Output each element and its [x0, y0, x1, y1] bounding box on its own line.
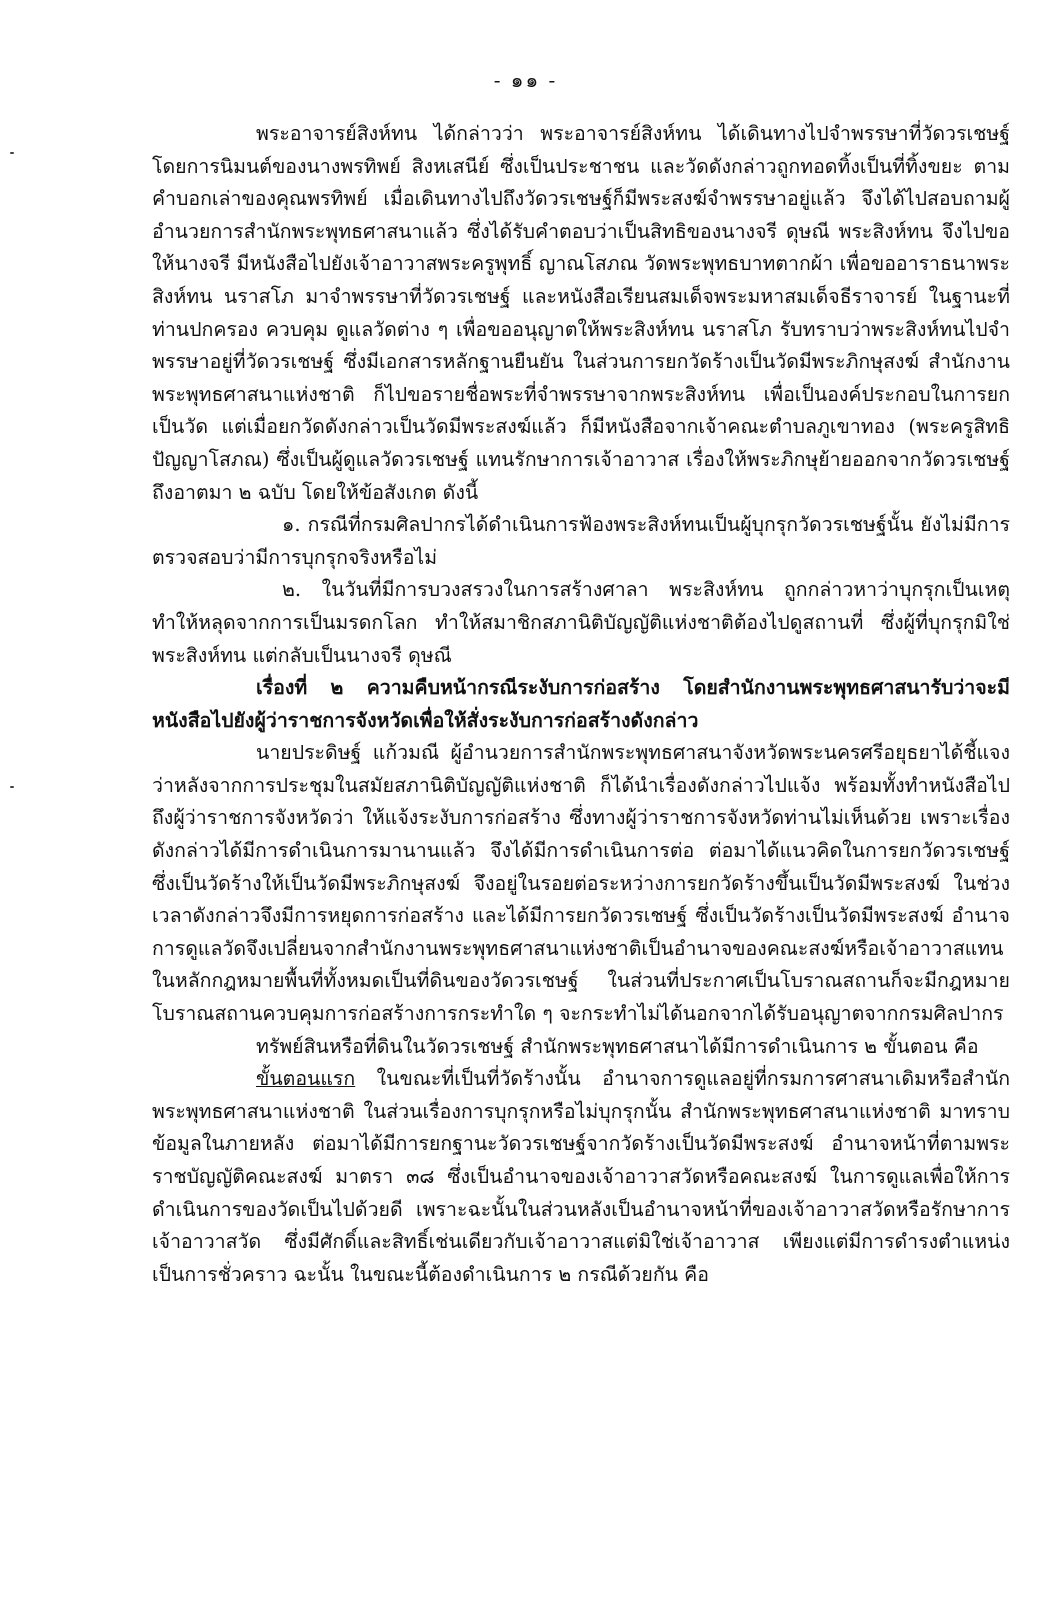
paragraph-observation-2: ๒. ในวันที่มีการบวงสรวงในการสร้างศาลา พระสิงห์ทน ถูกกล่าวหาว่าบุกรุกเป็นเหตุทำให้หลุดจากการเป็นมรดกโลก ทำให้สมาชิกสภานิติบัญญัติแห่งชาติต้องไปดูสถานที่ ซึ่งผู้ที่บุกรุกมิใช่พระสิงห์ทน แต่กลับเป็นนางจรี ดุษณี: [152, 578, 1010, 667]
first-step-text: ในขณะที่เป็นที่วัดร้างนั้น อำนาจการดูแลอยู่ที่กรมการศาสนาเดิมหรือสำนักพระพุทธศาสนาแห่งชาติ ในส่วนเรื่องการบุกรุกหรือไม่บุกรุกนั้น สำนักพระพุทธศาสนาแห่งชาติ มาทราบข้อมูลในภายหลัง ต่อมาได้มีการยกฐานะวัดวรเชษฐ์จากวัดร้างเป็นวัดมีพระสงฆ์ อำนาจหน้าที่ตามพระราชบัญญัติคณะสงฆ์ มาตรา ๓๘ ซึ่งเป็นอำนาจของเจ้าอาวาสวัดหรือคณะสงฆ์ ในการดูแลเพื่อให้การดำเนินการของวัดเป็นไปด้วยดี เพราะฉะนั้นในส่วนหลังเป็นอำนาจหน้าที่ของเจ้าอาวาสวัดหรือรักษาการเจ้าอาวาสวัด ซึ่งมีศักดิ์และสิทธิ์เช่นเดียวกับเจ้าอาวาสแต่มิใช่เจ้าอาวาส เพียงแต่มีการดำรงตำแหน่งเป็นการชั่วคราว ฉะนั้น ในขณะนี้ต้องดำเนินการ ๒ กรณีด้วยกัน คือ: [152, 1067, 1010, 1286]
scan-mark: [10, 152, 14, 154]
document-body: [152, 118, 1010, 1291]
paragraph-two-steps-intro: ทรัพย์สินหรือที่ดินในวัดวรเชษฐ์ สำนักพระพุทธศาสนาได้มีการดำเนินการ ๒ ขั้นตอน คือ: [256, 1034, 979, 1058]
scan-mark: [10, 786, 14, 788]
paragraph-director-statement: นายประดิษฐ์ แก้วมณี ผู้อำนวยการสำนักพระพุทธศาสนาจังหวัดพระนครศรีอยุธยาได้ชี้แจงว่าหลังจากการประชุมในสมัยสภานิติบัญญัติแห่งชาติ ก็ได้นำเรื่องดังกล่าวไปแจ้ง พร้อมทั้งทำหนังสือไปถึงผู้ว่าราชการจังหวัดว่า ให้แจ้งระงับการก่อสร้าง ซึ่งทางผู้ว่าราชการจังหวัดท่านไม่เห็นด้วย เพราะเรื่องดังกล่าวได้มีการดำเนินการมานานแล้ว จึงได้มีการดำเนินการต่อ ต่อมาได้แนวคิดในการยกวัดวรเชษฐ์ ซึ่งเป็นวัดร้างให้เป็นวัดมีพระภิกษุสงฆ์ จึงอยู่ในรอยต่อระหว่างการยกวัดร้างขึ้นเป็นวัดมีพระสงฆ์ ในช่วงเวลาดังกล่าวจึงมีการหยุดการก่อสร้าง และได้มีการยกวัดวรเชษฐ์ ซึ่งเป็นวัดร้างเป็นวัดมีพระสงฆ์ อำนาจการดูแลวัดจึงเปลี่ยนจากสำนักงานพระพุทธศาสนาแห่งชาติเป็นอำนาจของคณะสงฆ์หรือเจ้าอาวาสแทน ในหลักกฎหมายพื้นที่ทั้งหมดเป็นที่ดินของวัดวรเชษฐ์ ในส่วนที่ประกาศเป็นโบราณสถานก็จะมีกฎหมายโบราณสถานควบคุมการก่อสร้างการกระทำใด ๆ จะกระทำไม่ได้นอกจากได้รับอนุญาตจากกรมศิลปากร: [152, 741, 1010, 1026]
page-number: - ๑๑ -: [493, 68, 558, 92]
paragraph-monk-statement: พระอาจารย์สิงห์ทน ได้กล่าวว่า พระอาจารย์สิงห์ทน ได้เดินทางไปจำพรรษาที่วัดวรเชษฐ์ โดยการนิมนต์ของนางพรทิพย์ สิงหเสนีย์ ซึ่งเป็นประชาชน และวัดดังกล่าวถูกทอดทิ้งเป็นที่ทิ้งขยะ ตามคำบอกเล่าของคุณพรทิพย์ เมื่อเดินทางไปถึงวัดวรเชษฐ์ก็มีพระสงฆ์จำพรรษาอยู่แล้ว จึงได้ไปสอบถามผู้อำนวยการสำนักพระพุทธศาสนาแล้ว ซึ่งได้รับคำตอบว่าเป็นสิทธิของนางจรี ดุษณี พระสิงห์ทน จึงไปขอให้นางจรี มีหนังสือไปยังเจ้าอาวาสพระครูพุทธิ์ ญาณโสภณ วัดพระพุทธบาทตากผ้า เพื่อขออาราธนาพระสิงห์ทน นราสโภ มาจำพรรษาที่วัดวรเชษฐ์ และหนังสือเรียนสมเด็จพระมหาสมเด็จธีราจารย์ ในฐานะที่ท่านปกครอง ควบคุม ดูแลวัดต่าง ๆ เพื่อขออนุญาตให้พระสิงห์ทน นราสโภ รับทราบว่าพระสิงห์ทนไปจำพรรษาอยู่ที่วัดวรเชษฐ์ ซึ่งมีเอกสารหลักฐานยืนยัน ในส่วนการยกวัดร้างเป็นวัดมีพระภิกษุสงฆ์ สำนักงานพระพุทธศาสนาแห่งชาติ ก็ไปขอรายชื่อพระที่จำพรรษาจากพระสิงห์ทน เพื่อเป็นองค์ประกอบในการยกเป็นวัด แต่เมื่อยกวัดดังกล่าวเป็นวัดมีพระสงฆ์แล้ว ก็มีหนังสือจากเจ้าคณะตำบลภูเขาทอง (พระครูสิทธิปัญญาโสภณ) ซึ่งเป็นผู้ดูแลวัดวรเชษฐ์ แทนรักษาการเจ้าอาวาส เรื่องให้พระภิกษุย้ายออกจากวัดวรเชษฐ์ ถึงอาตมา ๒ ฉบับ โดยให้ข้อสังเกต ดังนี้: [152, 122, 1010, 504]
paragraph-first-step: [152, 1063, 1010, 1291]
first-step-label: ขั้นตอนแรก: [256, 1067, 356, 1091]
paragraph-observation-1: ๑. กรณีที่กรมศิลปากรได้ดำเนินการฟ้องพระสิงห์ทนเป็นผู้บุกรุกวัดวรเชษฐ์นั้น ยังไม่มีการตรวจสอบว่ามีการบุกรุกจริงหรือไม่: [152, 513, 1010, 569]
section-heading-topic-2: เรื่องที่ ๒ ความคืบหน้ากรณีระงับการก่อสร้าง โดยสำนักงานพระพุทธศาสนารับว่าจะมีหนังสือไปยังผู้ว่าราชการจังหวัดเพื่อให้สั่งระงับการก่อสร้างดังกล่าว: [152, 676, 1010, 732]
